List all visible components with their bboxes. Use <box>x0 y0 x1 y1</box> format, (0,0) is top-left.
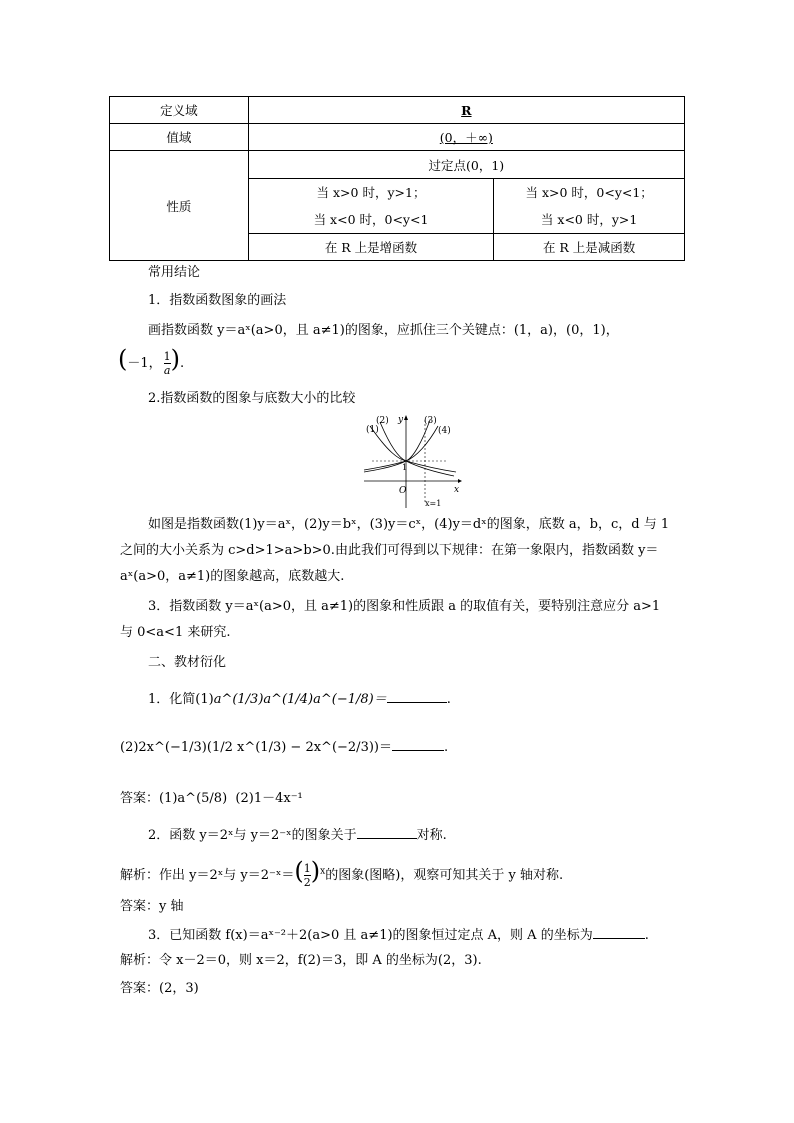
item3-line1: 3．指数函数 y＝aˣ(a>0，且 a≠1)的图象和性质跟 a 的取值有关，要特别注意应分 a>1 <box>148 599 661 614</box>
q1-part2-prefix: (2)2x <box>120 740 155 755</box>
q1-end: . <box>446 692 451 707</box>
q1-blank-1 <box>387 690 447 703</box>
y-axis-arrow <box>404 415 408 420</box>
q3-analysis: 解析：令 x－2＝0，则 x＝2，f(2)＝3，即 A 的坐标为(2，3). <box>120 953 482 968</box>
q3-answer: 答案：(2，3) <box>120 981 199 996</box>
increasing-line1: 当 x>0 时，y>1； <box>316 185 426 200</box>
q2-blank <box>357 826 417 839</box>
section2-heading: 二、教材衍化 <box>148 655 227 670</box>
decreasing-values-cell <box>494 179 685 234</box>
q1-prefix: 1．化简(1) <box>148 692 214 707</box>
curve-3-label: (3) <box>424 416 437 426</box>
q2-question-text: 2．函数 y＝2ˣ与 y＝2⁻ˣ的图象关于 <box>148 828 357 843</box>
q1-answer-1: (1)a^(5/8) <box>159 791 228 806</box>
q3-question-text: 3．已知函数 f(x)＝aˣ⁻²＋2(a>0 且 a≠1)的图象恒过定点 A，则 A 的坐标为 <box>148 928 593 943</box>
increasing-values-cell <box>248 179 494 234</box>
q2-answer: 答案：y 轴 <box>120 899 184 914</box>
item3-line2: 与 0<a<1 来研究. <box>120 625 231 640</box>
origin-label: O <box>399 486 407 496</box>
q3-blank <box>593 926 645 939</box>
decreasing-line2: 当 x<0 时，y>1 <box>540 212 638 227</box>
item2-para2: 之间的大小关系为 c>d>1>a>b>0.由此我们可得到以下规律：在第一象限内，指数函数 y＝ <box>120 543 659 558</box>
curve-1-label: (1) <box>366 425 379 435</box>
q1-blank-2 <box>392 738 444 751</box>
y-axis-label: y <box>398 415 404 425</box>
q1-part2-expression: ^(−1/3)(1/2 x^(1/3) − 2x^(−2/3))＝ <box>154 740 392 755</box>
item2-para1: 如图是指数函数(1)y＝aˣ，(2)y＝bˣ，(3)y＝cˣ，(4)y＝dˣ的图象，底数 a，b，c，d 与 1 <box>148 517 670 532</box>
exponential-properties-table <box>109 96 685 261</box>
item1-text: 画指数函数 y＝aˣ(a>0，且 a≠1)的图象，应抓住三个关键点：(1，a)，(0，1)， <box>148 323 619 338</box>
x-axis-arrow <box>458 479 462 483</box>
q1-answer <box>120 790 303 808</box>
properties-label: 性质 <box>110 151 249 261</box>
item1-point3: (－1， $\frac{1}{a}$ ). <box>118 345 185 377</box>
q3-question <box>148 926 649 945</box>
fixed-point: 过定点(0，1) <box>248 151 684 179</box>
increasing-line2: 当 x<0 时，0<y<1 <box>313 212 429 227</box>
domain-value: R <box>248 97 684 124</box>
point3-numerator: 1 <box>163 350 171 363</box>
item2-para3: aˣ(a>0，a≠1)的图象越高，底数越大. <box>120 569 345 584</box>
range-label: 值域 <box>110 124 249 151</box>
table-row-fixed-point <box>110 151 685 179</box>
q2-analysis-a: 解析：作出 y＝2ˣ与 y＝2⁻ˣ＝ <box>120 868 295 883</box>
q2-question <box>148 826 447 845</box>
q1-part2-end: . <box>443 740 449 755</box>
x-axis-label: x <box>454 485 460 495</box>
q2-analysis-b: 的图象(图略)，观察可知其关于 y 轴对称. <box>325 868 564 883</box>
common-heading: 常用结论 <box>148 265 201 280</box>
curve-4-label: (4) <box>438 426 451 436</box>
point3-end: . <box>180 356 185 371</box>
q1-part1 <box>148 690 451 709</box>
item1-title: 1．指数函数图象的画法 <box>148 293 287 308</box>
curve-2-label: (2) <box>376 416 389 426</box>
point3-denominator: a <box>163 364 171 377</box>
decreasing-monotonicity: 在 R 上是减函数 <box>494 234 685 261</box>
domain-label: 定义域 <box>110 97 249 124</box>
q1-answer-2: (2)1－4x⁻¹ <box>235 791 303 806</box>
q2-analysis: 解析：作出 y＝2ˣ与 y＝2⁻ˣ＝( $\frac{1}{2}$ )$^x$的图象(图略)，观察可知其关于 y 轴对称. <box>120 857 564 889</box>
q3-question-end: . <box>644 928 649 943</box>
q1-expression: a^(1/3)a^(1/4)a^(−1/8)＝ <box>213 692 387 707</box>
increasing-monotonicity: 在 R 上是增函数 <box>248 234 494 261</box>
exponential-graph <box>358 412 466 512</box>
decreasing-line1: 当 x>0 时，0<y<1； <box>525 185 653 200</box>
q2-question-end: 对称. <box>416 828 447 843</box>
table-row-domain <box>110 97 685 124</box>
point3-a: －1， <box>127 356 162 371</box>
one-label: 1 <box>402 463 408 472</box>
q1-part2 <box>120 738 448 757</box>
q1-answer-label: 答案： <box>120 791 160 806</box>
x-equals-1-label: x=1 <box>425 499 442 508</box>
item2-title: 2.指数函数的图象与底数大小的比较 <box>148 391 356 406</box>
range-value: (0，＋∞) <box>248 124 684 151</box>
table-row-range <box>110 124 685 151</box>
